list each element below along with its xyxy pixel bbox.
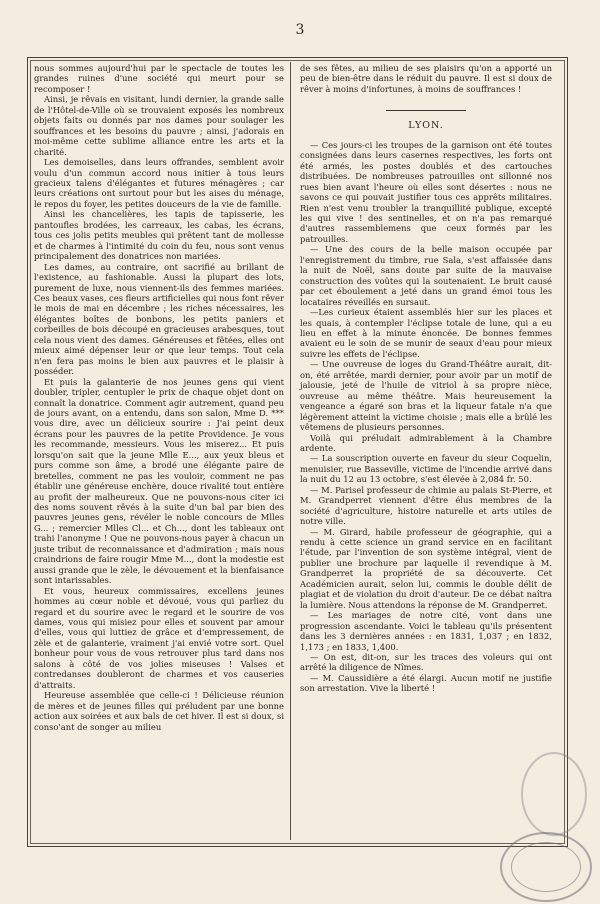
news-item: — M. Parisel professeur de chimie au palais St-Pierre, et M. Grandperret viennent d'être élus membres de la société d'agriculture, histoire naturelle et arts utiles de notre ville. — [300, 484, 552, 527]
library-stamp-inner-ring — [511, 842, 581, 892]
news-item: — M. Girard, habile professeur de géographie, qui a rendu à cette science un grand service en en facilitant l'étude, par l'invention de son système intégral, vient de publier une brochure par laquelle il revendique à M. Grandperret la propriété de sa découverte. Cet Académicien aurait, selon lui, commis le double délit de plagiat et de violation du droit d'auteur. De ce débat naîtra la lumière. Nous attendons la réponse de M. Grandperret. — [300, 526, 552, 610]
paragraph: Les demoiselles, dans leurs offrandes, semblent avoir voulu d'un commun accord nous initier à tous leurs gracieux talens d'élégantes et futures ménagères ; car leurs créations ont surtout pour but les aises du ménage, le repos du foyer, les petites douceurs de la vie de famille. — [34, 157, 284, 209]
news-item: — On est, dit-on, sur les traces des voleurs qui ont arrêté la diligence de Nîmes. — [300, 652, 552, 673]
right-column — [300, 63, 552, 694]
news-item: — Les mariages de notre cité, vont dans une progression ascendante. Voici le tableau qu'ils présentent dans les 3 dernières années : en 1831, 1,037 ; en 1832, 1,173 ; en 1833, 1,400. — [300, 610, 552, 652]
paragraph: Ainsi, je rêvais en visitant, lundi dernier, la grande salle de l'Hôtel-de-Ville où se trouvaient exposés les nombreux objets faits ou donnés par nos dames pour soulager les souffrances et les besoins du pauvre ; ainsi, j'adorais en moi-même cette sublime alliance entre les arts et la charité. — [34, 94, 284, 157]
section-title: LYON. — [408, 120, 444, 132]
paragraph: Heureuse assemblée que celle-ci ! Délicieuse réunion de mères et de jeunes filles qui préludent par une bonne action aux soirées et aux bals de cet hiver. Il est si doux, si conso'ant de songer au milieu — [34, 690, 284, 732]
paragraph: Et puis la galanterie de nos jeunes gens qui vient doubler, tripler, centupler le prix de chaque objet dont on connaît la donatrice. Comment agir autrement, quand peu de jours avant, on a entendu, dans son salon, Mme D. *** vous dire, avec un délicieux sourire : J'ai peint deux écrans pour les pauvres de la petite Providence. Je vous les recommande, messieurs. Vous les miserez... Et puis lorsqu'on sait que la jeune Mlle E..., aux yeux bleus et purs comme son âme, a brodé une élégante paire de bretelles, comment ne pas les vouloir, comment ne pas établir une généreuse enchère, douce rivalité tout entière au profit der malheureux. Que ne pouvons-nous citer ici des noms souvent rêvés à la suite d'un bal par bien des pauvres jeunes gens, révéler le noble concours de Mlles G... ; remercier Mlles Cl... et Ch..., dont les tableaux ont trahi l'anonyme ! Que ne pouvons-nous payer à chacun un juste tribut de reconnaissance et d'admiration ; mais nous craindrions de faire rougir Mme M..., dont la modestie est aussi grande que le zèle, le dévouement et la bienfaisance sont intarissables. — [34, 376, 284, 586]
news-item: — La souscription ouverte en faveur du sieur Coquelin, menuisier, rue Basseville, victime de l'incendie arrivé dans la nuit du 12 au 13 octobre, s'est élevée à 2,084 fr. 50. — [300, 453, 552, 485]
news-item: Voilà qui préludait admirablement à la Chambre ardente. — [300, 432, 552, 453]
text-frame — [27, 57, 568, 847]
library-stamp — [500, 832, 592, 902]
paragraph: Ainsi les chancelières, les tapis de tapisserie, les pantoufles brodées, les carreaux, les cabas, les écrans, tous ces jolis petits meubles qui prêtent tant de mollesse et de charmes à l'intimité du coin du feu, nous sont venus principalement des donatrices non mariées. — [34, 209, 284, 262]
paragraph: Les dames, au contraire, ont sacrifié au brillant de l'existence, au fashionable. Aussi la plupart des lots, purement de luxe, nous viennent-ils des femmes mariées. Ces beaux vases, ces fleurs artificielles qui nous font rêver le mois de mai en décembre ; les riches nécessaires, les élégantes boîtes de bonbons, les petits paniers et corbeilles de bois découpé en gracieuses arabesques, tout cela nous vient des dames. Généreuses et fêtées, elles ont mieux aimé dépenser leur or que leur temps. Tout cela n'en fera pas moins le bien aux pauvres et le plaisir à posséder. — [34, 261, 284, 377]
page-number: 3 — [295, 22, 305, 38]
column-divider — [290, 62, 291, 840]
left-column — [34, 63, 284, 732]
paragraph: Et vous, heureux commissaires, excellens jeunes hommes au cœur noble et dévoué, vous qui parliez du regard et du sourire avec le regard et le sourire de vos dames, vous qui misiez pour elles et souvent par amour d'elles, vous qui luttiez de grâce et d'empressement, de zèle et de galanterie, vraiment j'ai envié votre sort. Quel bonheur pour vous de vous retrouver plus tard dans nos salons à côté de vos jolies miseuses ! Valses et contredanses doubleront de charmes et vos causeries d'attraits. — [34, 585, 284, 690]
news-item: —Les curieux étaient assemblés hier sur les places et les quais, à contempler l'éclipse totale de lune, qui a eu lieu en effet à la minute énoncée. De bonnes femmes avaient eu le soin de se munir de seaux d'eau pour mieux suivre les effets de l'éclipse. — [300, 307, 552, 359]
paragraph: de ses fêtes, au milieu de ses plaisirs qu'on a apporté un peu de bien-être dans le réduit du pauvre. Il est si doux de rêver à moins d'infortunes, à moins de souffrances ! — [300, 63, 552, 94]
news-item: — M. Caussidière a été élargi. Aucun motif ne justifie son arrestation. Vive la liberté ! — [300, 672, 552, 694]
section-separator — [386, 110, 466, 111]
news-item: — Une des cours de la belle maison occupée par l'enregistrement du timbre, rue Sala, s'est affaissée dans la nuit de Noël, sans doute par suite de la mauvaise construction des voûtes qui la soutenaient. Le bruit causé par cet éboulement a jeté dans un grand émoi tous les locataires réveillés en sursaut. — [300, 244, 552, 307]
faded-library-stamp — [521, 752, 587, 836]
news-item: — Ces jours-ci les troupes de la garnison ont été toutes consignées dans leurs casernes respectives, les forts ont été armés, les postes doublés et des cartouches distribuées. De nombreuses patrouilles ont sillonné nos rues bien avant l'heure où elles sont désertes : nous ne savons ce qui pouvait justifier tous ces apprêts militaires. Rien n'est venu troubler la tranquillité publique, excepté les qui vive ! des sentinelles, et on n'a pas remarqué d'autres rassemblemens que ceux formés par les patrouilles. — [300, 139, 552, 244]
news-item: — Une ouvreuse de loges du Grand-Théâtre aurait, dit-on, été arrêtée, mardi dernier, pour avoir par un motif de jalousie, jeté de l'huile de vitriol à sa propre nièce, ouvreuse au même théâtre. Mais heureusement la vengeance a égaré son bras et la liqueur fatale n'a que légèrement atteint la victime choisie ; mais elle a brûlé les vêtemens de plusieurs personnes. — [300, 359, 552, 433]
paragraph: nous sommes aujourd'hui par le spectacle de toutes les grandes ruines d'une société qui meurt pour se recomposer ! — [34, 63, 284, 94]
